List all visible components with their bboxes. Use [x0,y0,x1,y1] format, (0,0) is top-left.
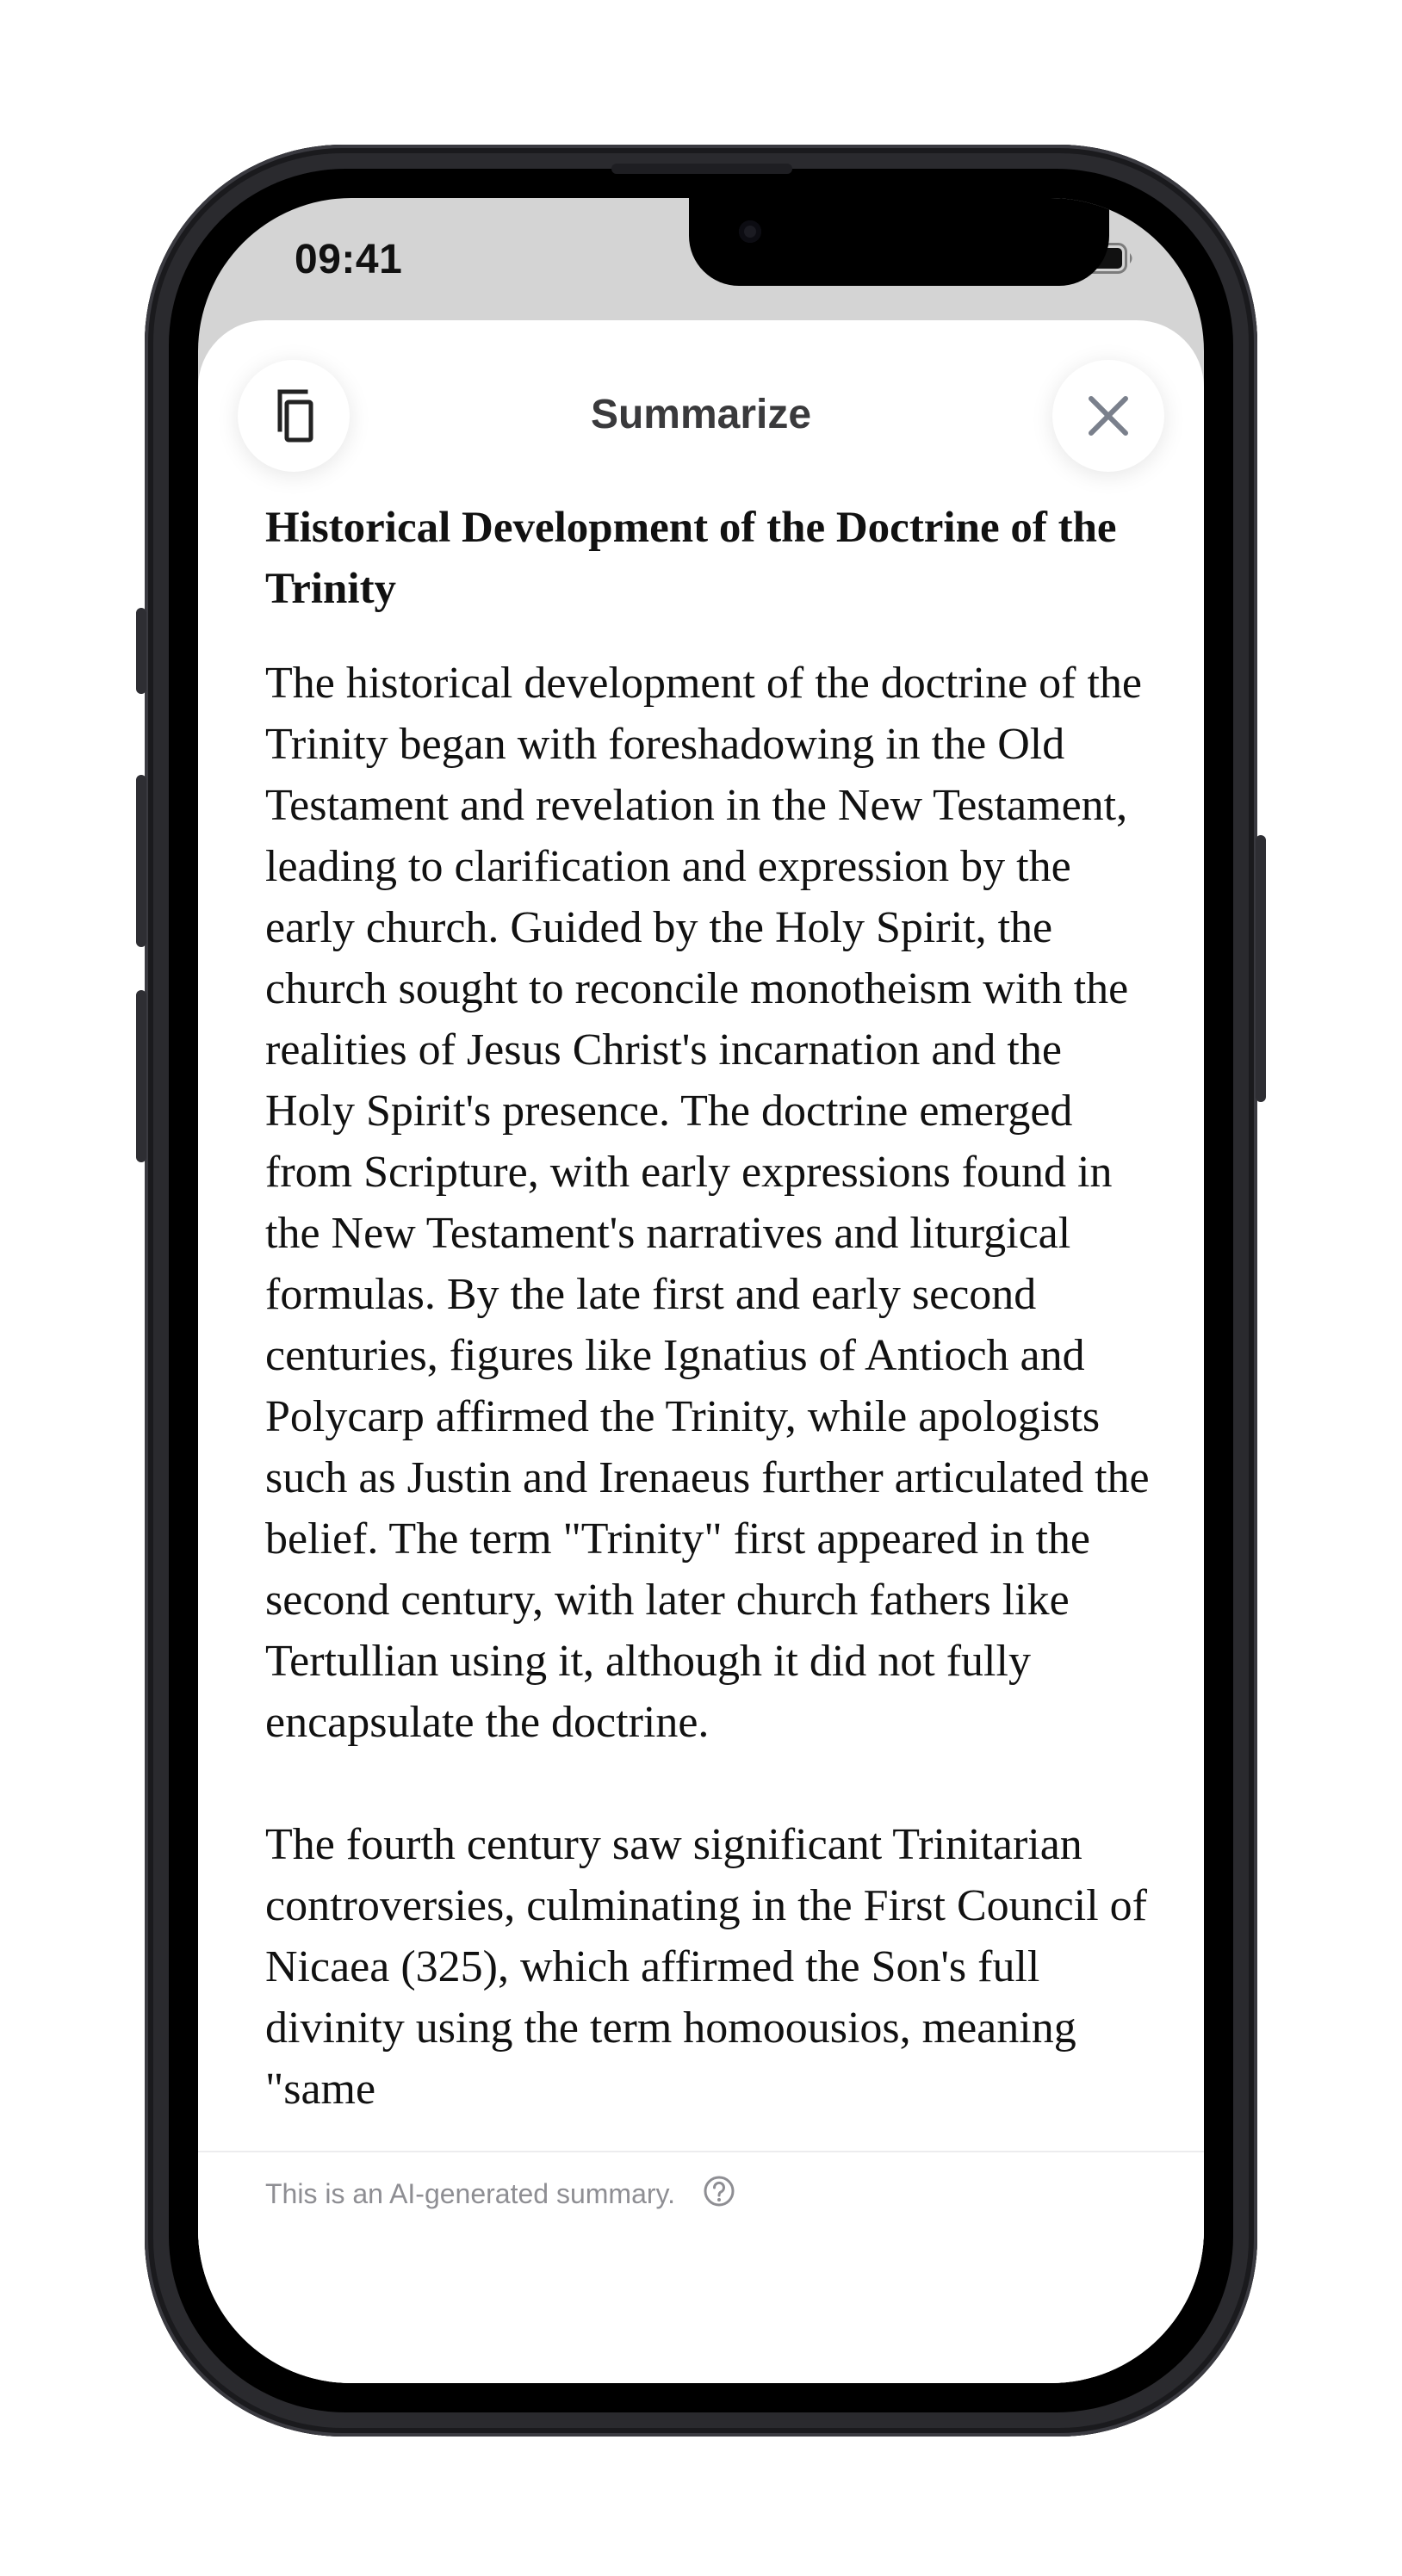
help-circle-icon[interactable] [703,2175,735,2208]
ai-disclaimer: This is an AI-generated summary. [265,2178,676,2209]
summary-paragraph: The historical development of the doctrine of the Trinity began with foreshadowing in the Old Testament and revelation in the New Testament, leading to clarification and expression by the early church. Guided by the Holy Spirit, the church sought to reconcile monotheism with the realities of Jesus Christ's incarnation and the Holy Spirit's presence. The doctrine emerged from Scripture, with early expressions found in the New Testament's narratives and liturgical formulas. By the late first and early second centuries, figures like Ignatius of Antioch and Polycarp affirmed the Trinity, while apologists such as Justin and Irenaeus further articulated the belief. The term "Trinity" first appeared in the second century, with later church fathers like Tertullian using it, although it did not fully encapsulate the doctrine. [265,659,1150,1747]
summary-sheet [198,320,1204,2383]
sheet-title: Summarize [590,392,812,437]
power-button [1256,835,1266,1102]
summary-footer [198,2151,1204,2383]
sheet-header [198,320,1204,475]
earpiece-speaker [611,164,792,174]
close-button[interactable] [1052,360,1164,472]
mute-switch [136,608,146,694]
summary-paragraph: The fourth century saw significant Trinitarian controversies, culminating in the First Council of Nicaea (325), which affirmed the Son's full divinity using the term homoousios, meaning "same [265,1820,1147,2114]
volume-down-button [136,990,146,1162]
close-icon [1086,393,1131,438]
phone-screen [198,198,1204,2383]
summary-heading: Historical Development of the Doctrine of the Trinity [265,504,1117,613]
summary-content[interactable] [265,498,1152,2149]
volume-up-button [136,775,146,947]
front-camera [739,220,761,243]
status-time: 09:41 [295,237,403,282]
